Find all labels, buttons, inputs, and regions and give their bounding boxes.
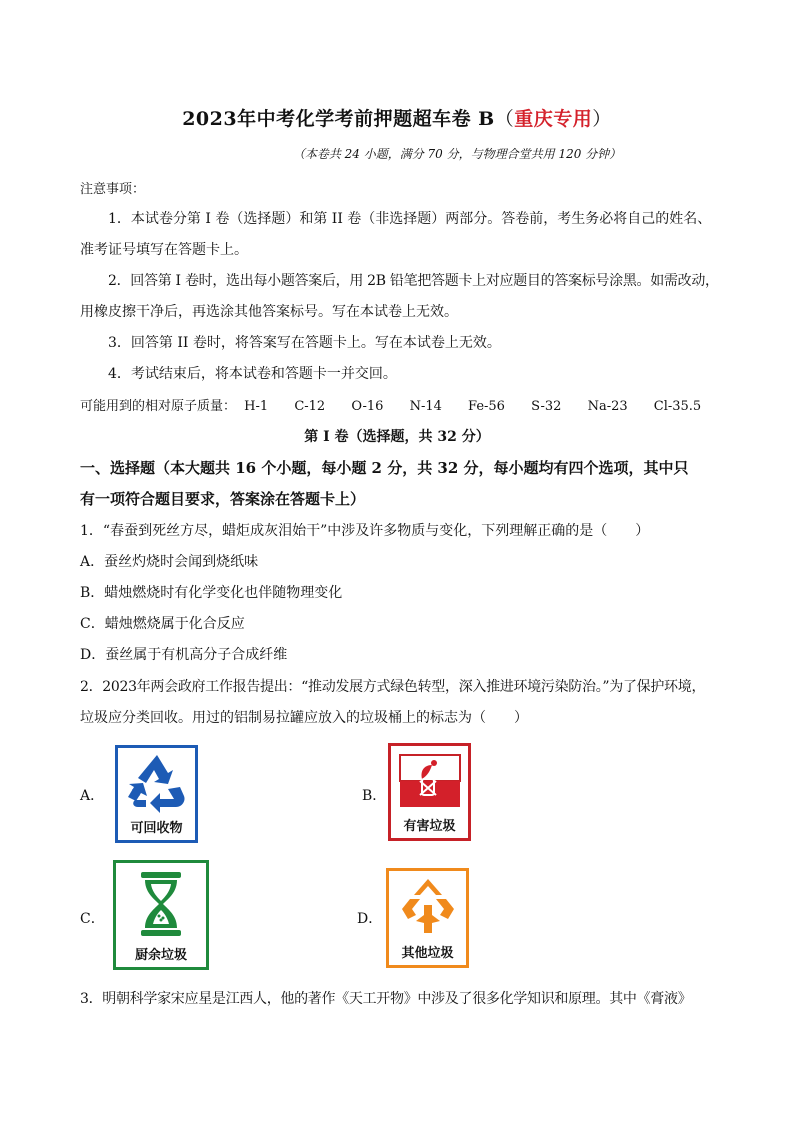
q1-option-a: A．蚕丝灼烧时会闻到烧纸味 — [80, 554, 259, 570]
q1-option-b: B．蜡烛燃烧时有化学变化也伴随物理变化 — [80, 585, 343, 601]
q2-option-d-letter: D． — [357, 911, 383, 927]
title-region: 重庆专用 — [514, 108, 593, 130]
note-1-line-2: 准考证号填写在答题卡上。 — [80, 242, 248, 258]
q2-option-b-caption: 有害垃圾 — [403, 819, 456, 834]
atomic-mass-c: C-12 — [294, 399, 326, 414]
title-main: 2023年中考化学考前押题超车卷 B — [182, 108, 495, 130]
note-1-line-1: 1．本试卷分第 I 卷（选择题）和第 II 卷（非选择题）两部分。答卷前，考生务必将自己的姓名、 — [108, 211, 712, 227]
note-2-line-2: 用橡皮擦干净后，再选涂其他答案标号。写在本试卷上无效。 — [80, 304, 458, 320]
note-2-line-1: 2．回答第 I 卷时，选出每小题答案后，用 2B 铅笔把答题卡上对应题目的答案标号涂黑。如需改动， — [108, 273, 719, 289]
title-close-paren: ） — [592, 108, 612, 130]
q2-option-c-sign — [113, 860, 209, 970]
atomic-mass-h: H-1 — [244, 399, 269, 414]
q2-stem-line-1: 2．2023年两会政府工作报告提出：“推动发展方式绿色转型，深入推进环境污染防治。”为了保护环境， — [80, 679, 706, 695]
note-3: 3．回答第 II 卷时，将答案写在答题卡上。写在本试卷上无效。 — [108, 335, 501, 351]
title-open-paren: （ — [494, 108, 515, 130]
q2-option-b-letter: B． — [362, 788, 387, 804]
atomic-masses — [80, 395, 723, 414]
q2-option-c-caption: 厨余垃圾 — [134, 948, 187, 963]
other-waste-icon — [389, 871, 466, 942]
q2-option-a-caption: 可回收物 — [130, 821, 183, 836]
notes-heading: 注意事项： — [80, 182, 146, 197]
atomic-mass-o: O-16 — [351, 399, 384, 414]
q2-option-c-letter: C． — [80, 911, 105, 927]
q2-option-a-sign — [115, 745, 198, 843]
q2-stem-line-2: 垃圾应分类回收。用过的铝制易拉罐应放入的垃圾桶上的标志为（ ） — [80, 710, 528, 726]
q1-option-d: D．蚕丝属于有机高分子合成纤维 — [80, 647, 288, 663]
q2-option-b-sign — [388, 743, 471, 841]
atomic-mass-na: Na-23 — [587, 399, 628, 414]
q2-option-a-letter: A． — [80, 788, 105, 804]
exam-subtitle: （本卷共 24 小题，满分 70 分，与物理合堂共用 120 分钟） — [292, 147, 622, 161]
section-instruction-line-2: 有一项符合题目要求，答案涂在答题卡上） — [80, 490, 366, 508]
atomic-mass-cl: Cl-35.5 — [653, 399, 702, 414]
q1-option-c: C．蜡烛燃烧属于化合反应 — [80, 616, 245, 632]
recycle-icon — [118, 748, 195, 817]
atomic-mass-fe: Fe-56 — [468, 399, 505, 414]
atomic-mass-n: N-14 — [409, 399, 442, 414]
atomic-mass-s: S-32 — [531, 399, 562, 414]
q2-option-d-sign — [386, 868, 469, 968]
q1-stem: 1．“春蚕到死丝方尽，蜡炬成灰泪始干”中涉及许多物质与变化，下列理解正确的是（ ） — [80, 523, 650, 539]
section-instruction-line-1: 一、选择题（本大题共 16 个小题，每小题 2 分，共 32 分，每小题均有四个选项，其中只 — [80, 459, 689, 477]
hazard-battery-icon — [391, 746, 468, 815]
note-4: 4．考试结束后，将本试卷和答题卡一并交回。 — [108, 366, 397, 382]
atomic-masses-label: 可能用到的相对原子质量： — [80, 399, 237, 414]
q2-option-d-caption: 其他垃圾 — [401, 946, 454, 961]
part-one-title: 第 I 卷（选择题，共 32 分） — [304, 429, 490, 445]
hourglass-icon — [116, 863, 206, 944]
exam-title — [0, 104, 794, 131]
q3-stem: 3．明朝科学家宋应星是江西人，他的著作《天工开物》中涉及了很多化学知识和原理。其中《膏液》 — [80, 991, 692, 1007]
